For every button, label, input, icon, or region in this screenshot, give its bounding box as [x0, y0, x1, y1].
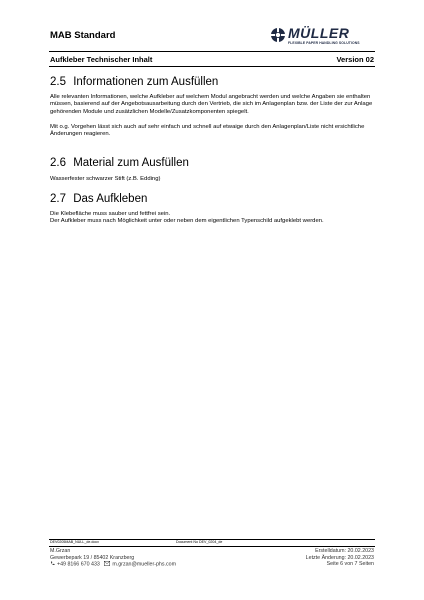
document-subtitle: Aufkleber Technischer Inhalt [50, 55, 153, 64]
section-title: Das Aufkleben [73, 193, 148, 205]
header-rule-bottom [49, 66, 375, 67]
phone-icon [50, 561, 55, 566]
footer-document-number: Document No DEV_0204_de [176, 540, 223, 544]
section-title: Material zum Ausfüllen [73, 157, 189, 169]
section-heading-2-6 [50, 157, 189, 169]
footer-address: Gewerbepark 19 / 85402 Kranzberg [50, 554, 135, 561]
logo-tagline: FLEXIBLE PAPER HANDLING SOLUTIONS [288, 41, 360, 45]
section-paragraph: Wasserfester schwarzer Stift (z.B. Edding) [50, 176, 161, 182]
section-number: 2.6 [50, 157, 66, 169]
logo-mark-icon [270, 26, 286, 44]
section-paragraph: Alle relevanten Informationen, welche Aufkleber auf welchem Modul angebracht werden und welche Angaben sie enthalten müssen, basierend auf der Angebotsausarbeitung durch den Vertrieb, die sich im Anlagenplan bzw. der Liste der zur Anlage gehörenden Module und zusätzlichen Modelle/Zusatzkomponenten spiegelt. [50, 94, 373, 115]
footer-created-date: Erstelldatum: 20.02.2023 [315, 548, 374, 554]
section-title: Informationen zum Ausfüllen [73, 76, 219, 88]
footer-email[interactable]: m.grzan@mueller-phs.com [112, 561, 177, 568]
footer-phone-email [50, 561, 176, 568]
document-title: MAB Standard [50, 30, 116, 41]
footer-file-name: DEV0205MAB_NULL_de.docx [50, 540, 99, 544]
section-paragraph: Die Klebefläche muss sauber und fettfrei sein. Der Aufkleber muss nach Möglichkeit unter oder neben dem eigentlichen Typenschild aufgeklebt werden. [50, 211, 324, 225]
footer-phone: +49 8166 670 433 [57, 561, 100, 568]
section-heading-2-7 [50, 193, 147, 205]
company-logo [270, 25, 376, 49]
section-number: 2.7 [50, 193, 66, 205]
footer-page-number: Seite 6 von 7 Seiten [326, 561, 374, 568]
document-version: Version 02 [336, 55, 374, 64]
section-heading-2-5 [50, 76, 218, 88]
email-icon [104, 561, 110, 566]
section-number: 2.5 [50, 76, 66, 88]
header-rule-top [49, 51, 375, 52]
section-paragraph: Mit o.g. Vorgehen lässt sich auch auf sehr einfach und schnell auf etwaige durch den Anlagenplan/Liste nicht ersichtliche Änderungen reagieren. [50, 124, 365, 138]
footer-contact [50, 548, 176, 568]
footer-meta [306, 548, 374, 568]
footer-last-changed: Letzte Änderung: 20.02.2023 [305, 554, 374, 561]
footer-author: M.Grzan [50, 548, 71, 554]
footer-rule-bottom [49, 546, 375, 547]
logo-wordmark: MÜLLER [288, 25, 350, 41]
